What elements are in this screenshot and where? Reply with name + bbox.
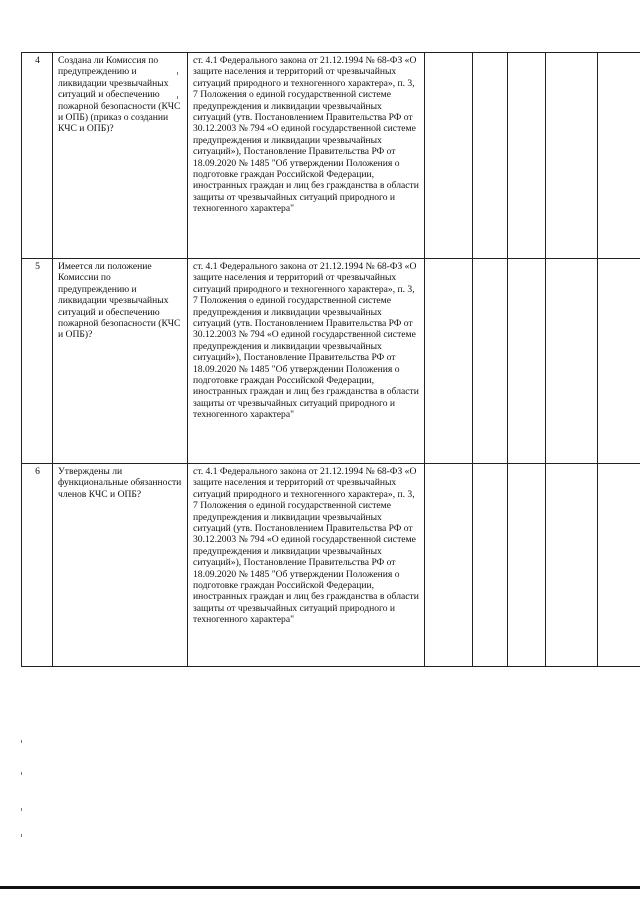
notes-cell xyxy=(598,259,640,464)
table-row xyxy=(22,259,640,464)
scan-artifact xyxy=(21,740,22,743)
scan-artifact xyxy=(177,72,178,75)
scan-edge-line xyxy=(0,886,640,889)
answer-no-cell xyxy=(473,259,508,464)
answer-extra-cell xyxy=(546,464,598,667)
legal-basis-cell: ст. 4.1 Федерального закона от 21.12.1994 № 68-ФЗ «О защите населения и территорий от чрезвычайных ситуаций природного и техногенного характера», п. 3, 7 Положения о единой государственной системе предупреждения и ликвидации чрезвычайных ситуаций (утв. Постановлением Правительства РФ от 30.12.2003 № 794 «О единой государственной системе предупреждения и ликвидации чрезвычайных ситуаций»), Постановление Правительства РФ от 18.09.2020 № 1485 "Об утверждении Положения о подготовке граждан Российской Федерации, иностранных граждан и лиц без гражданства в области защиты от чрезвычайных ситуаций природного и техногенного характера" xyxy=(188,53,425,259)
answer-yes-cell xyxy=(425,259,473,464)
answer-na-cell xyxy=(508,259,546,464)
notes-cell xyxy=(598,464,640,667)
answer-na-cell xyxy=(508,53,546,259)
notes-cell xyxy=(598,53,640,259)
answer-yes-cell xyxy=(425,464,473,667)
answer-no-cell xyxy=(473,53,508,259)
answer-extra-cell xyxy=(546,53,598,259)
question-cell: Утверждены ли функциональные обязанности членов КЧС и ОПБ? xyxy=(53,464,188,667)
question-cell: Имеется ли положение Комиссии по предупреждению и ликвидации чрезвычайных ситуаций и обеспечению пожарной безопасности (КЧС и ОПБ)? xyxy=(53,259,188,464)
question-cell: Создана ли Комиссия по предупреждению и ликвидации чрезвычайных ситуаций и обеспечению пожарной безопасности (КЧС и ОПБ) (приказ о создании КЧС и ОПБ)? xyxy=(53,53,188,259)
row-number: 5 xyxy=(22,259,53,464)
answer-no-cell xyxy=(473,464,508,667)
legal-basis-cell: ст. 4.1 Федерального закона от 21.12.1994 № 68-ФЗ «О защите населения и территорий от чрезвычайных ситуаций природного и техногенного характера», п. 3, 7 Положения о единой государственной системе предупреждения и ликвидации чрезвычайных ситуаций (утв. Постановлением Правительства РФ от 30.12.2003 № 794 «О единой государственной системе предупреждения и ликвидации чрезвычайных ситуаций»), Постановление Правительства РФ от 18.09.2020 № 1485 "Об утверждении Положения о подготовке граждан Российской Федерации, иностранных граждан и лиц без гражданства в области защиты от чрезвычайных ситуаций природного и техногенного характера" xyxy=(188,464,425,667)
scan-artifact xyxy=(21,772,22,775)
answer-yes-cell xyxy=(425,53,473,259)
row-number: 4 xyxy=(22,53,53,259)
scan-artifact xyxy=(177,96,178,99)
answer-extra-cell xyxy=(546,259,598,464)
scan-artifact xyxy=(21,834,22,837)
row-number: 6 xyxy=(22,464,53,667)
scan-artifact xyxy=(21,808,22,811)
answer-na-cell xyxy=(508,464,546,667)
legal-basis-cell: ст. 4.1 Федерального закона от 21.12.1994 № 68-ФЗ «О защите населения и территорий от чрезвычайных ситуаций природного и техногенного характера», п. 3, 7 Положения о единой государственной системе предупреждения и ликвидации чрезвычайных ситуаций (утв. Постановлением Правительства РФ от 30.12.2003 № 794 «О единой государственной системе предупреждения и ликвидации чрезвычайных ситуаций»), Постановление Правительства РФ от 18.09.2020 № 1485 "Об утверждении Положения о подготовке граждан Российской Федерации, иностранных граждан и лиц без гражданства в области защиты от чрезвычайных ситуаций природного и техногенного характера" xyxy=(188,259,425,464)
table-row xyxy=(22,53,640,259)
table-row xyxy=(22,464,640,667)
checklist-table xyxy=(21,52,640,667)
